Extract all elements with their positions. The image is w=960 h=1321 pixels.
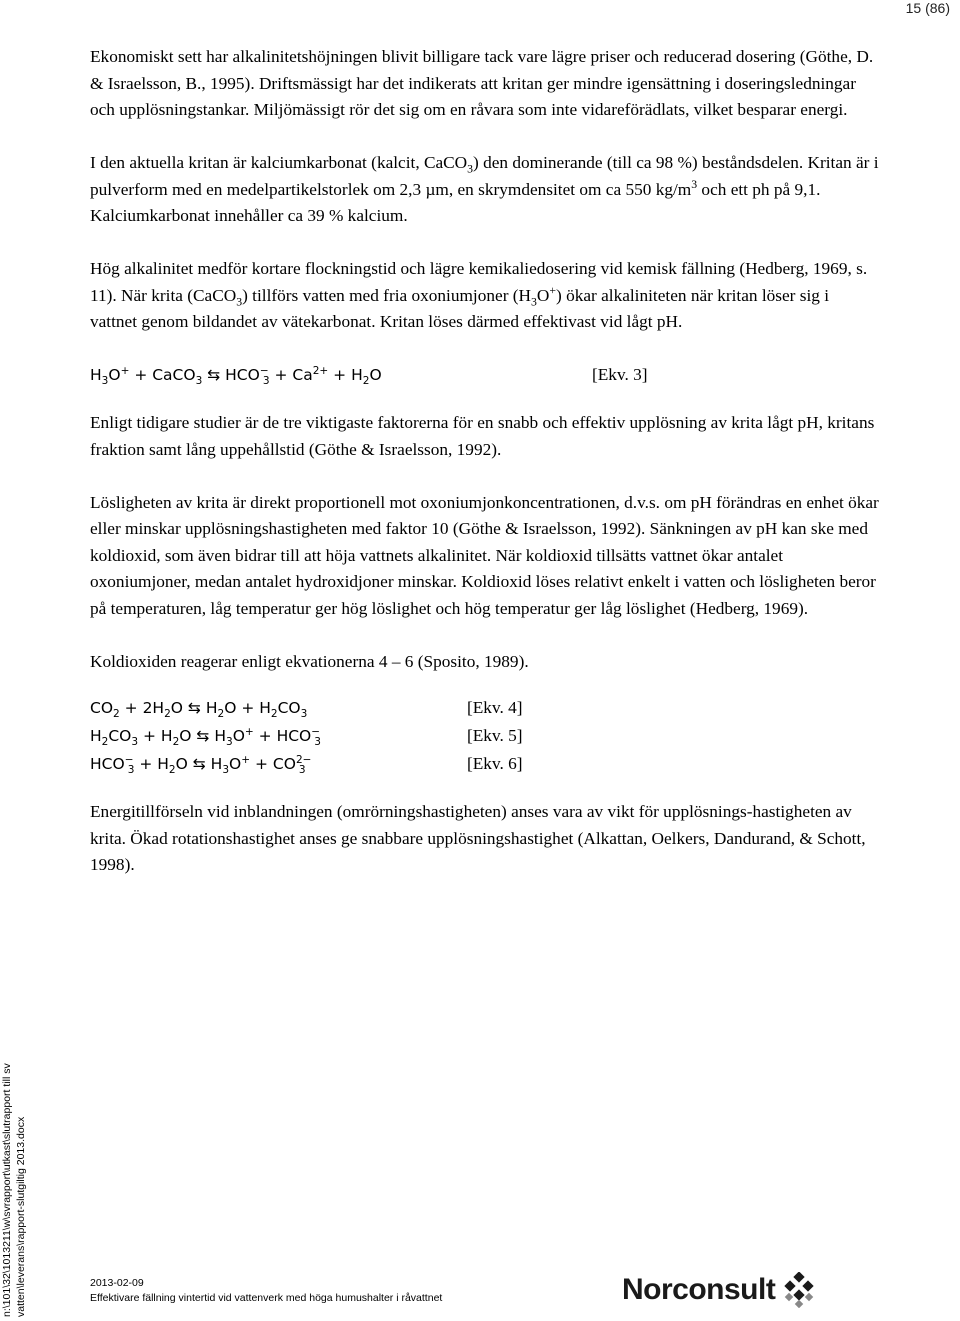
logo-text: Norconsult [622, 1273, 776, 1306]
equation-4 [90, 695, 880, 723]
equations-4-6 [90, 695, 880, 779]
equation-3-expression: $H_3O^+$ + CaCO$_3$ ⇆ $HCO^-_3 + Ca^{2+} + H_2O$ [90, 364, 382, 388]
page-number: 15 (86) [905, 0, 950, 16]
paragraph-reactions-intro: Koldioxiden reagerar enligt ekvationerna 4 – 6 (Sposito, 1989). [90, 651, 529, 671]
document-body [90, 44, 880, 879]
file-path-line-1: n:\101\32\1013211\w\svrapport\utkast\slutrapport till sv [1, 1063, 13, 1317]
equation-3 [90, 362, 880, 390]
paragraph-solubility: Lösligheten av krita är direkt proportionell mot oxoniumjonkoncentrationen, d.v.s. om pH förändras en enhet ökar eller minskar upplösningshastigheten med faktor 10 (Göthe & Israelsson, 1992). Sänkningen av pH kan ske med koldioxid, som även bidrar till att höja vattnets alkalinitet. När koldioxid tillsätts vattnet ökar antalet oxoniumjoner, medan antalet hydroxidjoner minskar. Koldioxid löses relativt enkelt i vatten och lösligheten beror på temperaturen, låg temperatur ger hög löslighet och hög temperatur ger låg löslighet (Hedberg, 1969). [90, 492, 879, 618]
paragraph-alkalinity: Hög alkalinitet medför kortare flockningstid och lägre kemikaliedosering vid kemisk fällning (Hedberg, 1969, s. 11). När krita (CaCO$_3$) tillförs vatten med fria oxoniumjoner $(H_3O^+)$ ökar alkaliniteten när kritan löser sig i vattnet genom bildandet av vätekarbonat. Kritan löses därmed effektivast vid lågt pH. [90, 259, 868, 331]
paragraph-studies: Enligt tidigare studier är de tre viktigaste faktorerna för en snabb och effektiv upplösning av krita lågt pH, kritans fraktion samt lång uppehållstid (Göthe & Israelsson, 1992). [90, 413, 875, 459]
equation-4-expression: $CO_2 + 2H_2O$ ⇆ $H_2O + H_2CO_3$ [90, 699, 308, 721]
equation-6-expression: $HCO^-_3 + H_2O$ ⇆ $H_3O^+ + CO^{2-}_3$ [90, 753, 312, 777]
file-path-line-2: vatten\leverans\rapport-slutgiltig 2013.docx [15, 1116, 27, 1317]
norconsult-logo [622, 1272, 817, 1308]
equation-6-ref: [Ekv. 6] [467, 754, 523, 773]
paragraph-economic: Ekonomiskt sett har alkalinitetshöjningen blivit billigare tack vare lägre priser och reducerad dosering (Göthe, D. & Israelsson, B., 1995). Driftsmässigt har det indikerats att kritan ger mindre igensättning i doseringsledningar och upplösningstankar. Miljömässigt rör det sig om en råvara som inte vidareförädlats, vilket besparar energi. [90, 47, 874, 119]
norconsult-diamond-logo-icon [781, 1272, 817, 1308]
equation-4-ref: [Ekv. 4] [467, 698, 523, 717]
equation-3-ref: [Ekv. 3] [592, 365, 648, 384]
paragraph-energy: Energitillförseln vid inblandningen (omrörningshastigheten) anses vara av vikt för upplösnings-hastigheten av krita. Ökad rotationshastighet anses ge snabbare upplösningshastighet (Alkattan, Oelkers, Dandurand, & Schott, 1998). [90, 802, 866, 874]
file-path-margin [0, 317, 28, 1321]
equation-5-ref: [Ekv. 5] [467, 726, 523, 745]
equation-5-expression: $H_2CO_3 + H_2O$ ⇆ $H_3O^+ + HCO^-_3$ [90, 725, 321, 749]
footer-title: Effektivare fällning vintertid vid vattenverk med höga humushalter i råvattnet [90, 1292, 443, 1304]
equation-5 [90, 723, 880, 751]
equation-6 [90, 751, 880, 779]
footer-date: 2013-02-09 [90, 1277, 144, 1289]
paragraph-chalk-composition: I den aktuella kritan är kalciumkarbonat (kalcit, CaCO$_3$) den dominerande (till ca 98 %) beståndsdelen. Kritan är i pulverform med en medelpartikelstorlek om 2,3 µm, en skrymdensitet om ca 550 $kg/m^3$ och ett ph på 9,1. Kalciumkarbonat innehåller ca 39 % kalcium. [90, 153, 879, 225]
